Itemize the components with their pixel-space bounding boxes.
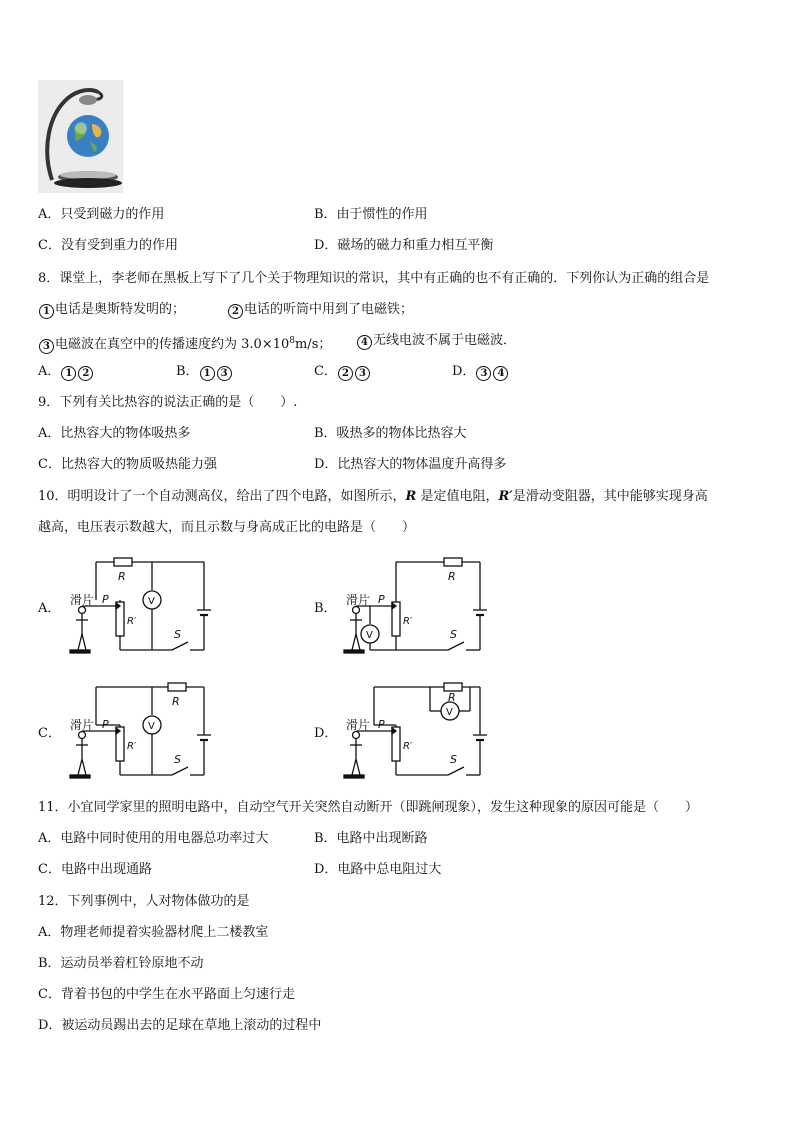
s-label: S <box>450 628 457 641</box>
q9-option-b: B．吸热多的物体比热容大 <box>314 426 467 441</box>
height-person <box>344 732 364 779</box>
r-label: R <box>172 695 180 708</box>
q8-option-c <box>314 364 371 381</box>
fixed-resistor <box>168 683 186 691</box>
q10-option-d-label: D． <box>314 726 338 741</box>
q8-fact-row-4 <box>356 333 516 350</box>
q8-fact-row-2 <box>227 302 413 319</box>
circled-num: 4 <box>357 335 372 350</box>
height-person <box>70 732 90 779</box>
circled-num: 2 <box>228 304 243 319</box>
fixed-resistor <box>114 558 132 566</box>
rprime-label: R′ <box>403 741 413 752</box>
fixed-resistor <box>444 683 462 691</box>
slider-label: 滑片 <box>346 718 371 732</box>
rprime-label: R′ <box>403 616 413 627</box>
circuit-a <box>64 552 214 662</box>
s-label: S <box>174 753 181 766</box>
q8-option-d <box>452 364 509 381</box>
circled-num: 1 <box>39 304 54 319</box>
circled-num: 4 <box>493 366 508 381</box>
q11-option-a: A．电路中同时使用的用电器总功率过大 <box>38 831 269 846</box>
q8-fact-3-post: m/s； <box>294 337 332 352</box>
q8-fact-row-3 <box>38 333 331 354</box>
p-label: P <box>102 593 109 606</box>
q9-option-a: A．比热容大的物体吸热多 <box>38 426 191 441</box>
height-person <box>344 607 364 654</box>
v-label: V <box>366 630 373 641</box>
q9-stem: 9．下列有关比热容的说法正确的是（ ）. <box>38 395 298 410</box>
q8-fact-row-1 <box>38 302 185 319</box>
q7-option-a: A．只受到磁力的作用 <box>38 207 165 222</box>
q10-option-b-label: B． <box>314 601 337 616</box>
q8-stem: 8．课堂上，李老师在黑板上写下了几个关于物理知识的常识，其中有正确的也不有正确的．下列你认为正确的组合是 <box>38 271 710 286</box>
q10-stem-line-1 <box>38 489 708 505</box>
slider-label: 滑片 <box>70 593 95 607</box>
q8-option-b <box>176 364 233 381</box>
q10-stem-part-b: 是定值电阻， <box>416 489 499 504</box>
p-label: P <box>102 718 109 731</box>
rprime-label: R′ <box>127 616 137 627</box>
q8-fact-3-pre: 电磁波在真空中的传播速度约为 3.0×10 <box>55 337 290 352</box>
circled-num: 3 <box>217 366 232 381</box>
q10-option-c-label: C． <box>38 726 61 741</box>
q12-option-a: A．物理老师提着实验器材爬上二楼教室 <box>38 925 269 940</box>
q11-option-b: B．电路中出现断路 <box>314 831 428 846</box>
r-label: R <box>448 570 456 583</box>
circuit-c <box>64 677 214 787</box>
q10-symbol-r: R <box>405 489 417 504</box>
s-label: S <box>174 628 181 641</box>
q8-fact-3-exp: 8 <box>289 336 295 346</box>
q9-option-d: D．比热容大的物体温度升高得多 <box>314 457 507 472</box>
maglev-globe-illustration <box>38 80 123 193</box>
height-person <box>70 607 90 654</box>
v-label: V <box>148 596 155 607</box>
circled-num: 2 <box>78 366 93 381</box>
q12-option-b: B．运动员举着杠铃原地不动 <box>38 956 204 971</box>
r-label: R <box>448 691 456 704</box>
q8-option-c-label: C． <box>314 364 337 379</box>
circled-num: 3 <box>476 366 491 381</box>
q8-option-a-label: A． <box>38 364 61 379</box>
slider-label: 滑片 <box>346 593 371 607</box>
q11-option-c: C．电路中出现通路 <box>38 862 152 877</box>
q10-stem-part-c: 是滑动变阻器，其中能够实现身高 <box>512 489 708 504</box>
rprime-label: R′ <box>127 741 137 752</box>
q8-fact-1: 电话是奥斯特发明的； <box>55 302 186 317</box>
p-label: P <box>378 718 385 731</box>
maglev-globe-photo <box>38 80 123 193</box>
q11-stem: 11．小宜同学家里的照明电路中，自动空气开关突然自动断开（即跳闸现象），发生这种现象的原因可能是（ ） <box>38 800 699 815</box>
circled-num: 3 <box>39 339 54 354</box>
fixed-resistor <box>444 558 462 566</box>
q9-option-c: C．比热容大的物质吸热能力强 <box>38 457 217 472</box>
v-label: V <box>148 721 155 732</box>
p-label: P <box>378 593 385 606</box>
q10-stem-part-a: 10．明明设计了一个自动测高仪，给出了四个电路，如图所示， <box>38 489 406 504</box>
q8-fact-2: 电话的听筒中用到了电磁铁； <box>244 302 414 317</box>
r-label: R <box>118 570 126 583</box>
s-label: S <box>450 753 457 766</box>
q10-stem-line-2: 越高，电压表示数越大，而且示数与身高成正比的电路是（ ） <box>38 520 416 535</box>
circled-num: 3 <box>355 366 370 381</box>
q12-option-d: D．被运动员踢出去的足球在草地上滚动的过程中 <box>38 1018 322 1033</box>
circled-num: 1 <box>200 366 215 381</box>
q12-stem: 12．下列事例中，人对物体做功的是 <box>38 894 250 909</box>
q8-option-b-label: B． <box>176 364 199 379</box>
circuit-b <box>340 552 490 662</box>
v-label: V <box>446 707 453 718</box>
circuit-d <box>340 677 490 787</box>
q8-option-a <box>38 364 94 381</box>
q12-option-c: C．背着书包的中学生在水平路面上匀速行走 <box>38 987 295 1002</box>
q8-option-d-label: D． <box>452 364 476 379</box>
q10-option-a-label: A． <box>38 601 61 616</box>
q7-option-b: B．由于惯性的作用 <box>314 207 428 222</box>
q8-fact-4: 无线电波不属于电磁波． <box>373 333 517 348</box>
circled-num: 2 <box>338 366 353 381</box>
q11-option-d: D．电路中总电阻过大 <box>314 862 442 877</box>
q10-symbol-rprime: R′ <box>498 489 513 504</box>
q7-option-d: D．磁场的磁力和重力相互平衡 <box>314 238 494 253</box>
q7-option-c: C．没有受到重力的作用 <box>38 238 178 253</box>
slider-label: 滑片 <box>70 718 95 732</box>
circled-num: 1 <box>61 366 76 381</box>
